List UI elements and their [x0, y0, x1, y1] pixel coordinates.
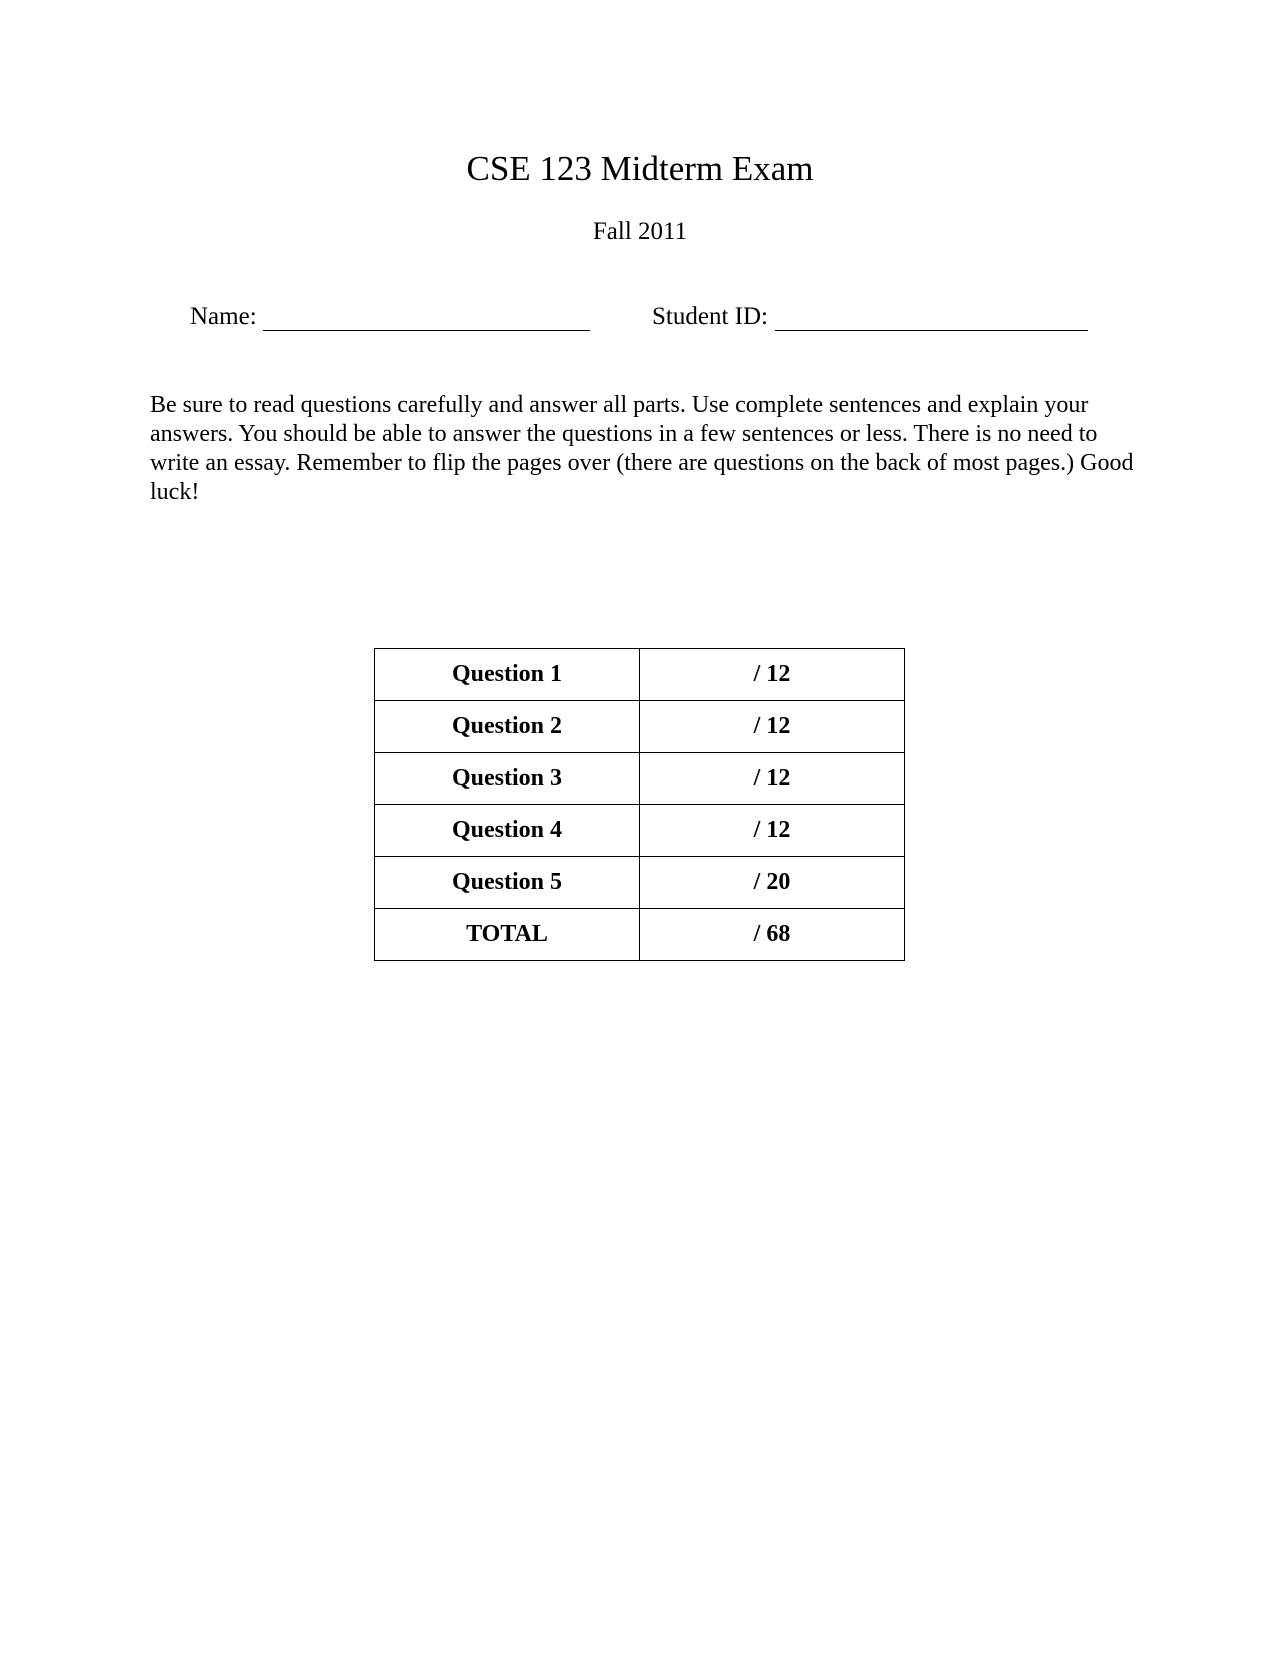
exam-term: Fall 2011 — [592, 218, 688, 245]
exam-title: CSE 123 Midterm Exam — [466, 149, 814, 188]
question-score: / 12 — [640, 805, 905, 857]
total-score: / 68 — [640, 909, 905, 961]
table-row — [375, 649, 905, 701]
question-score: / 12 — [640, 649, 905, 701]
total-label: TOTAL — [375, 909, 640, 961]
instructions-paragraph: Be sure to read questions carefully and answer all parts. Use complete sentences and explain your answers. You should be able to answer the questions in a few sentences or less. There is no need to write an essay. Remember to flip the pages over (there are questions on the back of most pages.) Good luck! — [150, 392, 1134, 505]
question-label: Question 5 — [375, 857, 640, 909]
table-row — [375, 753, 905, 805]
question-score: / 12 — [640, 753, 905, 805]
student-info-row — [190, 302, 1090, 338]
score-table — [374, 648, 905, 961]
question-label: Question 2 — [375, 701, 640, 753]
question-score: / 20 — [640, 857, 905, 909]
name-label: Name: — [190, 303, 257, 330]
table-row — [375, 805, 905, 857]
total-row — [375, 909, 905, 961]
question-score: / 12 — [640, 701, 905, 753]
table-row — [375, 701, 905, 753]
student-id-field[interactable] — [775, 330, 1088, 331]
question-label: Question 3 — [375, 753, 640, 805]
question-label: Question 1 — [375, 649, 640, 701]
name-field[interactable] — [263, 330, 590, 331]
table-row — [375, 857, 905, 909]
student-id-label: Student ID: — [652, 303, 768, 330]
question-label: Question 4 — [375, 805, 640, 857]
